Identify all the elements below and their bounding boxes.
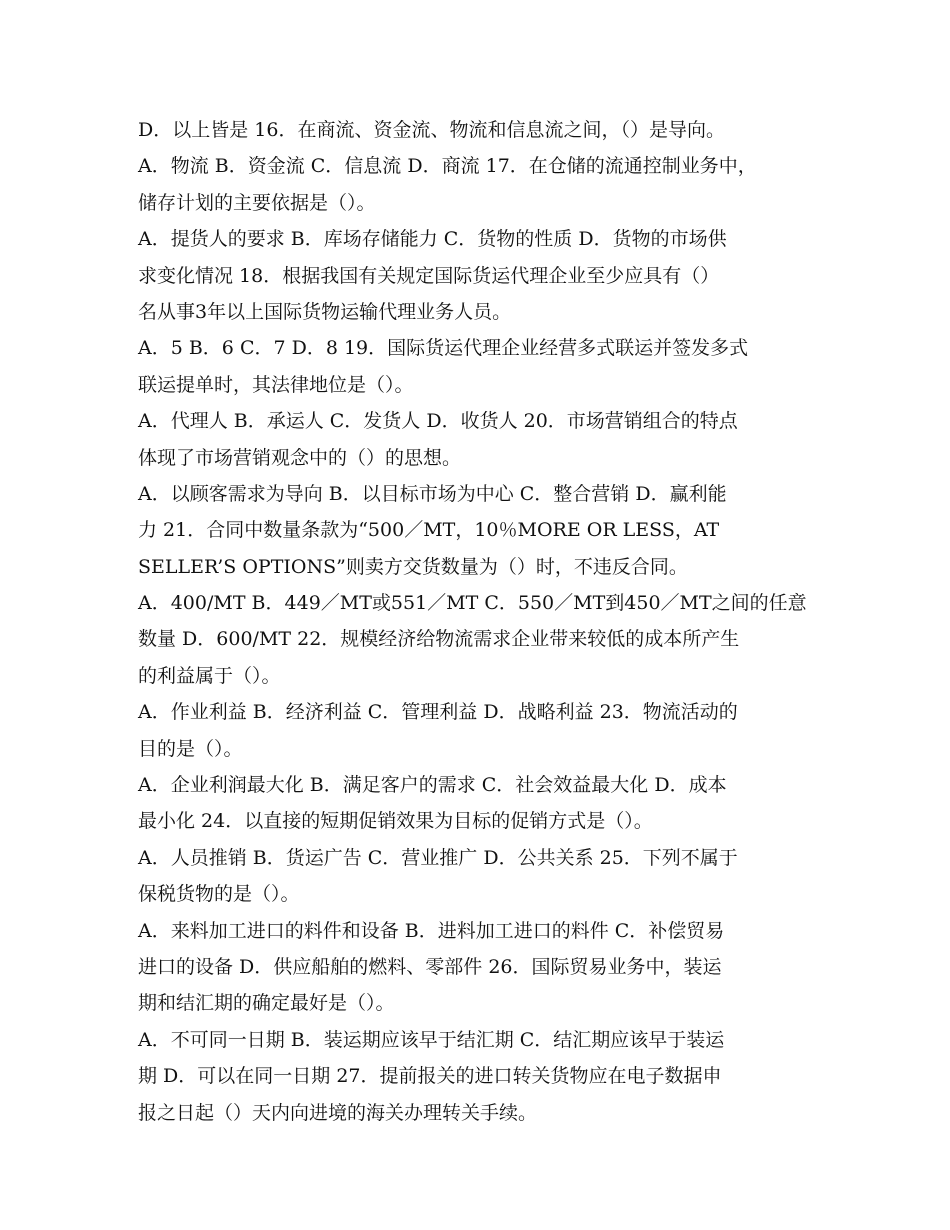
text-line: A．400/MT B．449／MT或551／MT C．550／MT到450／MT之间的任意 <box>138 592 807 615</box>
text-line: A．来料加工进口的料件和设备 B．进料加工进口的料件 C．补偿贸易 <box>138 919 725 942</box>
text-line: 力 21．合同中数量条款为“500／MT，10％MORE OR LESS，AT <box>138 519 720 542</box>
text-line: A．人员推销 B．货运广告 C．营业推广 D．公共关系 25．下列不属于 <box>138 846 738 869</box>
text-line: A．作业利益 B．经济利益 C．管理利益 D．战略利益 23．物流活动的 <box>138 701 738 724</box>
text-line: A．代理人 B．承运人 C．发货人 D．收货人 20．市场营销组合的特点 <box>138 410 738 433</box>
text-line: 报之日起（）天内向进境的海关办理转关手续。 <box>138 1101 538 1124</box>
text-line: 名从事3年以上国际货物运输代理业务人员。 <box>138 300 512 323</box>
text-line: D．以上皆是 16．在商流、资金流、物流和信息流之间，（）是导向。 <box>138 119 725 141</box>
text-line: 储存计划的主要依据是（）。 <box>138 191 376 214</box>
text-line: A．企业利润最大化 B．满足客户的需求 C．社会效益最大化 D．成本 <box>138 774 727 797</box>
text-line: A．以顾客需求为导向 B．以目标市场为中心 C．整合营销 D．赢利能 <box>138 482 727 505</box>
text-line: SELLER’S OPTIONS”则卖方交货数量为（）时，不违反合同。 <box>138 555 688 578</box>
text-line: 数量 D．600/MT 22．规模经济给物流需求企业带来较低的成本所产生 <box>138 628 740 651</box>
text-line: 期和结汇期的确定最好是（）。 <box>138 992 395 1015</box>
text-line: A．提货人的要求 B．库场存储能力 C．货物的性质 D．货物的市场供 <box>138 228 727 251</box>
text-line: A．物流 B．资金流 C．信息流 D．商流 17．在仓储的流通控制业务中， <box>138 155 757 178</box>
text-line: 体现了市场营销观念中的（）的思想。 <box>138 446 462 469</box>
question-text-block <box>138 112 838 1131</box>
text-line: 保税货物的是（）。 <box>138 883 300 906</box>
text-line: 联运提单时，其法律地位是（）。 <box>138 373 414 396</box>
text-line: A．5 B．6 C．7 D．8 19．国际货运代理企业经营多式联运并签发多式 <box>138 337 749 360</box>
text-line: 目的是（）。 <box>138 737 243 760</box>
text-line: 最小化 24．以直接的短期促销效果为目标的促销方式是（）。 <box>138 810 653 833</box>
text-line: A．不可同一日期 B．装运期应该早于结汇期 C．结汇期应该早于装运 <box>138 1028 725 1051</box>
text-line: 进口的设备 D．供应船舶的燃料、零部件 26．国际贸易业务中，装运 <box>138 955 722 978</box>
text-line: 求变化情况 18．根据我国有关规定国际货运代理企业至少应具有（） <box>138 264 720 287</box>
text-line: 的利益属于（）。 <box>138 664 281 687</box>
text-line: 期 D．可以在同一日期 27．提前报关的进口转关货物应在电子数据申 <box>138 1065 722 1088</box>
